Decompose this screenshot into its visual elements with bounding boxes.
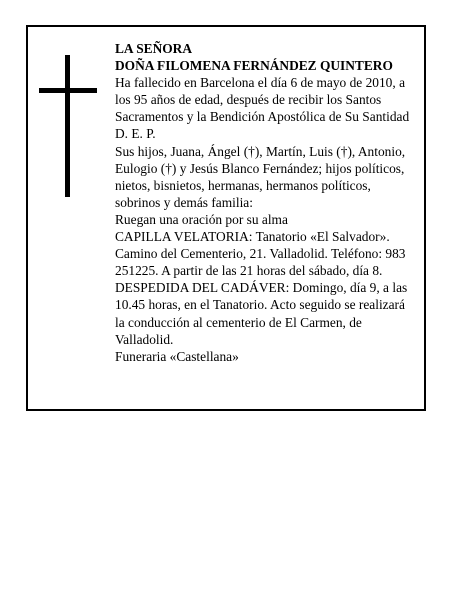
chapel-info: CAPILLA VELATORIA: Tanatorio «El Salvador». Camino del Cementerio, 21. Valladolid. Teléfono: 983 251225. A partir de las 21 horas del sábado, día 8. <box>115 229 406 279</box>
cross-horizontal-bar <box>39 88 97 93</box>
family-members: Sus hijos, Juana, Ángel (†), Martín, Luis (†), Antonio, Eulogio (†) y Jesús Blanco Fernández; hijos políticos, nietos, bisnietos, hermanas, hermanos políticos, sobrinos y demás familia: <box>115 143 406 210</box>
death-announcement: Ha fallecido en Barcelona el día 6 de mayo de 2010, a los 95 años de edad, después de recibir los Santos Sacramentos y la Bendición Apostólica de Su Santidad D. E. P. <box>115 75 410 142</box>
death-notice <box>26 25 426 411</box>
deceased-name: DOÑA FILOMENA FERNÁNDEZ QUINTERO <box>115 58 393 74</box>
funeral-home: Funeraria «Castellana» <box>115 348 239 364</box>
cross-icon <box>39 55 97 197</box>
prayer-request: Ruegan una oración por su alma <box>115 211 288 227</box>
notice-text <box>115 40 415 365</box>
cross-vertical-bar <box>65 55 70 197</box>
farewell-info: DESPEDIDA DEL CADÁVER: Domingo, día 9, a las 10.45 horas, en el Tanatorio. Acto seguido se realizará la conducción al cementerio de El Carmen, de Valladolid. <box>115 280 408 347</box>
notice-title: LA SEÑORA <box>115 41 193 56</box>
